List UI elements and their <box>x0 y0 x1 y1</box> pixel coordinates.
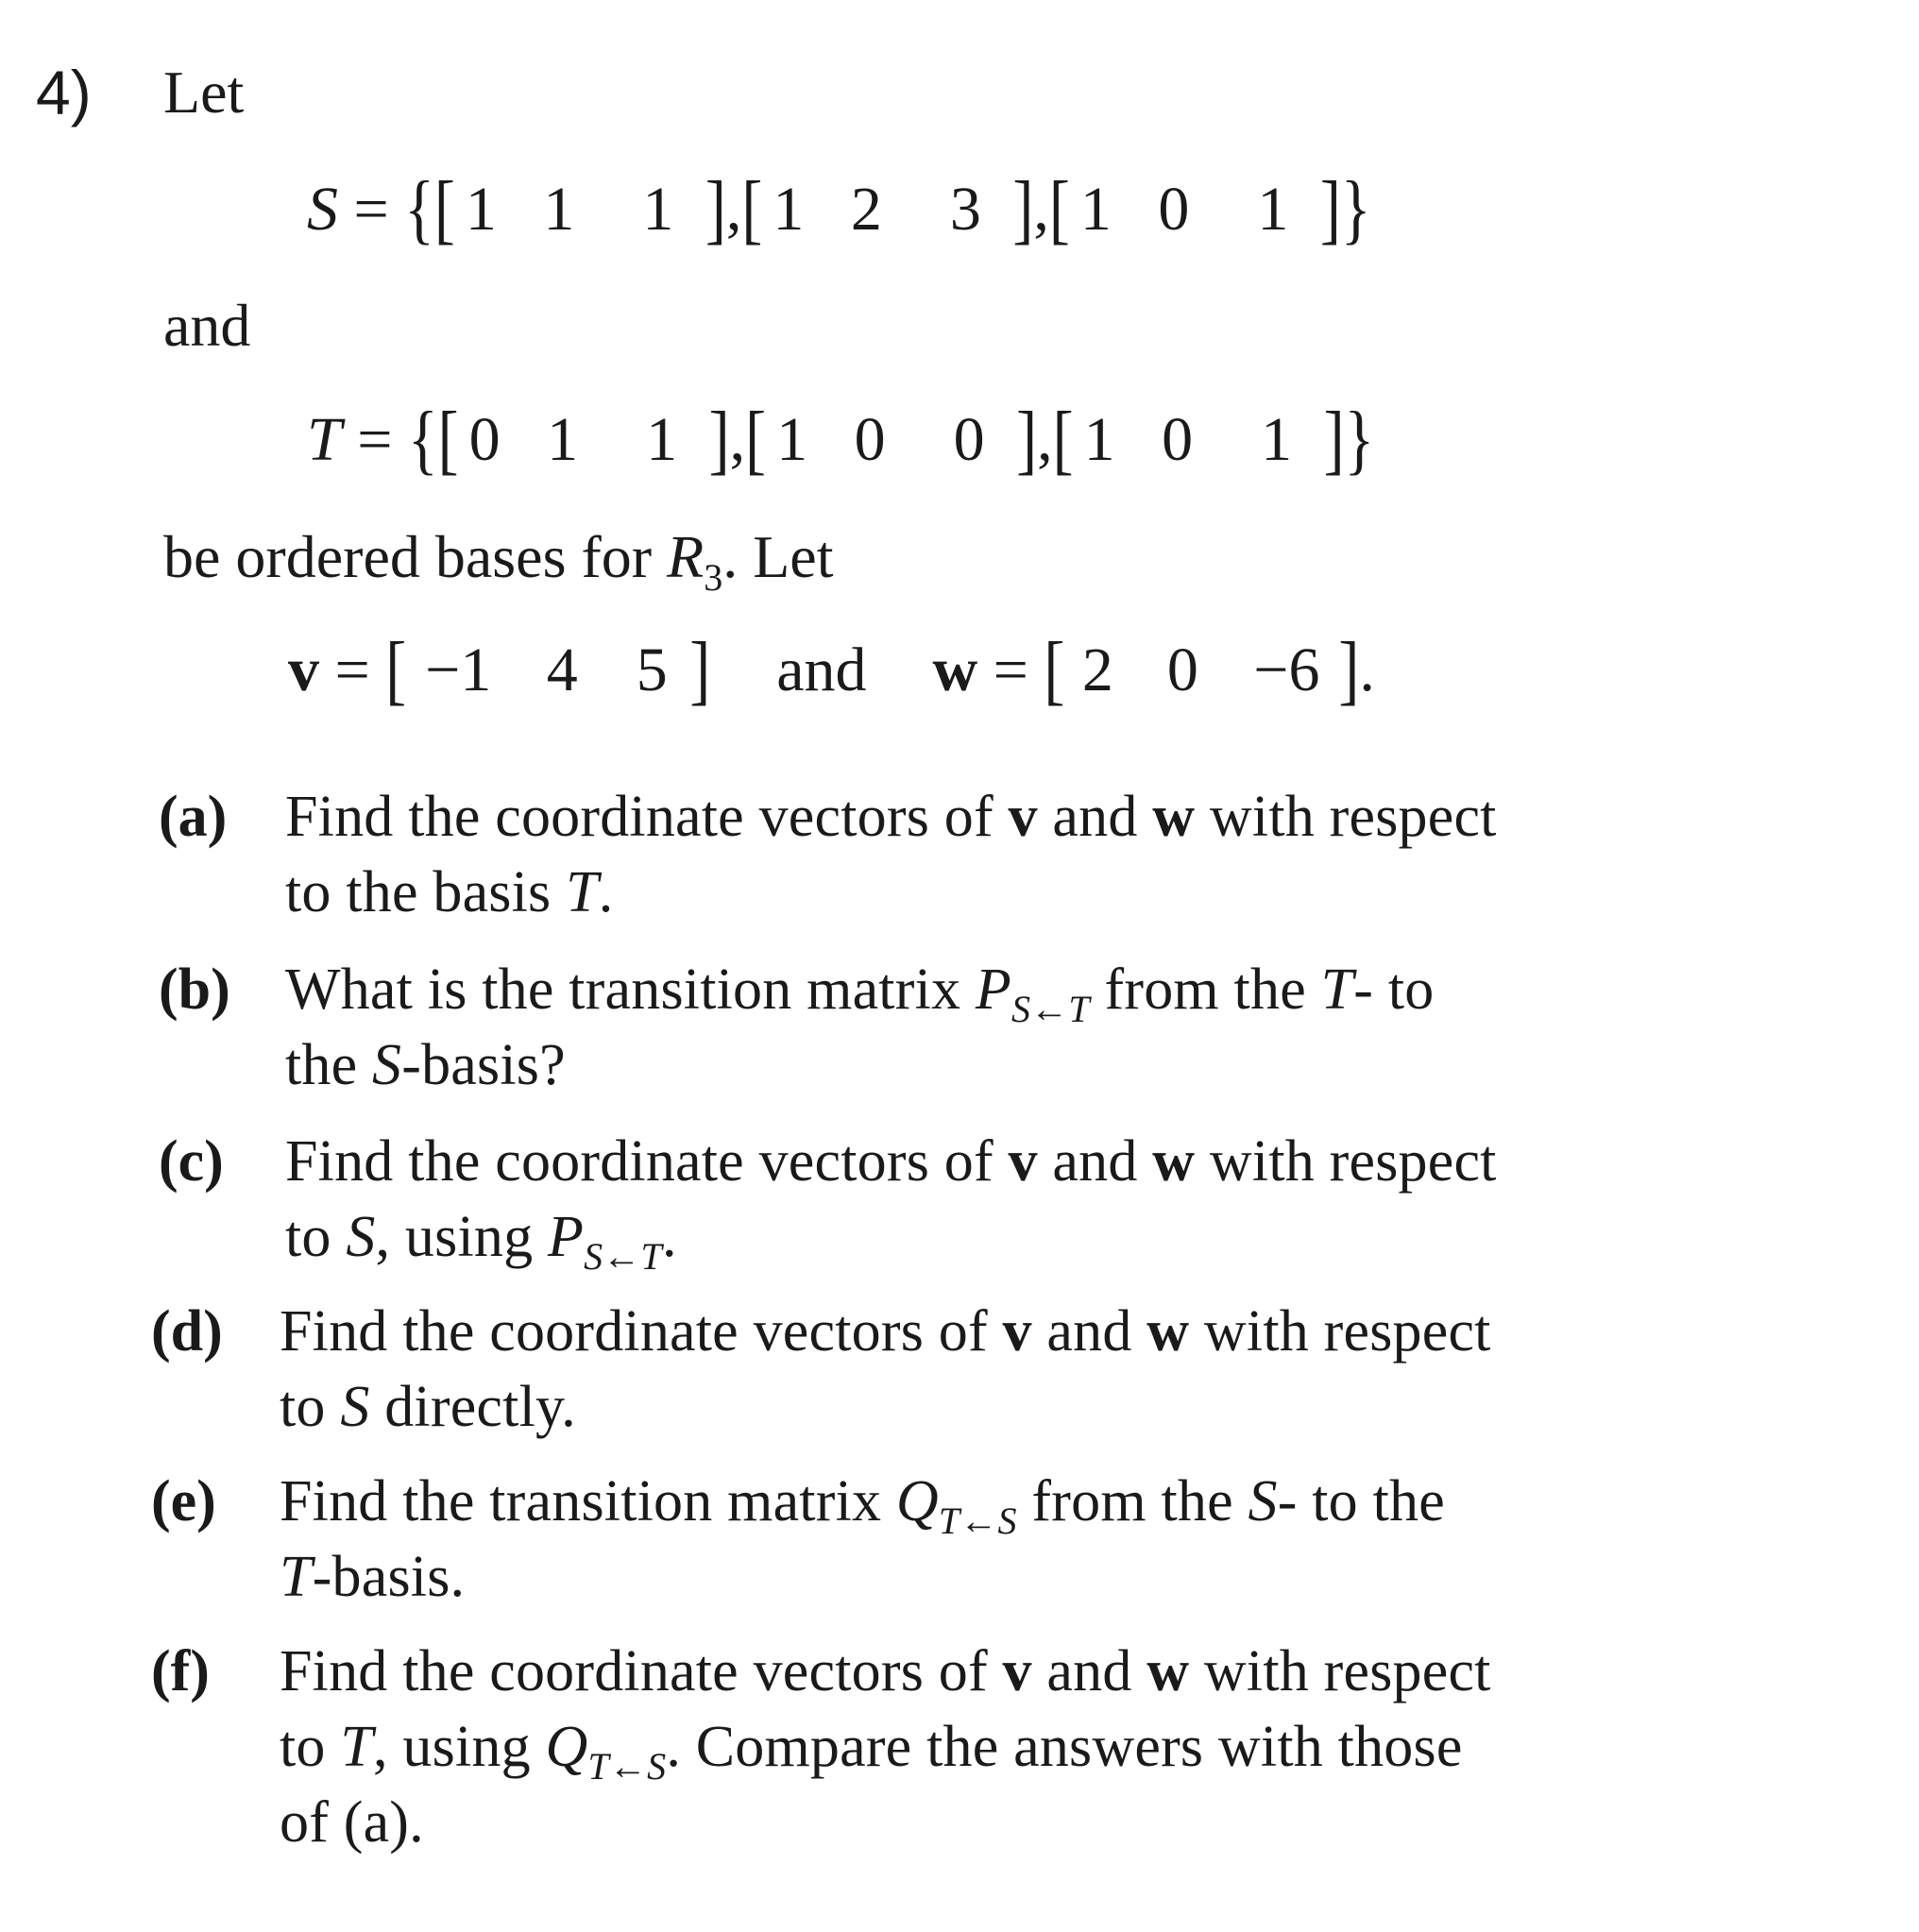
part-d-label: (d) <box>151 1299 223 1364</box>
w-e2: 0 <box>1166 636 1198 704</box>
v-w-definition: v = [ −1 4 5 ] and w = [ 2 0 −6 ]. <box>288 626 1375 713</box>
part-f-label: (f) <box>151 1639 210 1703</box>
set-S-equation: S = {[ 1 1 1 ],[ 1 2 3 ],[ 1 0 1 ]} <box>307 165 1371 252</box>
part-c-label: (c) <box>159 1129 224 1194</box>
T-v1-e3: 1 <box>646 405 678 474</box>
S-v2-e3: 3 <box>949 175 981 244</box>
T-v2-e2: 0 <box>854 405 886 474</box>
set-T-equation: T = {[ 0 1 1 ],[ 1 0 0 ],[ 1 0 1 ]} <box>307 396 1375 483</box>
vw-and: and <box>776 636 867 704</box>
part-a-line1: Find the coordinate vectors of v and w with respect <box>285 785 1497 849</box>
and-word: and <box>163 292 251 359</box>
S-v3-e3: 1 <box>1257 175 1289 244</box>
part-e-label: (e) <box>151 1469 216 1534</box>
v-e1: −1 <box>425 636 492 704</box>
part-c-line2: to S, using $P_{S\leftarrow T}$. <box>285 1205 677 1278</box>
part-f-line2: to T, using $Q_{T\leftarrow S}$. Compare the answers with those <box>280 1715 1463 1788</box>
w-e3: −6 <box>1253 636 1320 704</box>
R-symbol: R <box>667 523 705 590</box>
T-v3-e3: 1 <box>1261 405 1293 474</box>
part-c-line1: Find the coordinate vectors of v and w with respect <box>285 1129 1497 1194</box>
T-v3-e2: 0 <box>1162 405 1194 474</box>
T-v3-e1: 1 <box>1083 405 1115 474</box>
T-v2-e1: 1 <box>776 405 808 474</box>
set-S-label: S <box>307 175 338 244</box>
problem-number: 4) <box>36 58 92 127</box>
part-b-line2: the S-basis? <box>285 1033 566 1097</box>
part-a-line2: to the basis T. <box>285 860 614 924</box>
S-v2-e1: 1 <box>773 175 805 244</box>
part-d-line1: Find the coordinate vectors of v and w with respect <box>280 1299 1491 1364</box>
v-e2: 4 <box>546 636 578 704</box>
part-a-label: (a) <box>159 785 228 849</box>
T-v1-e1: 0 <box>468 405 501 474</box>
S-v3-e1: 1 <box>1079 175 1112 244</box>
T-v2-e3: 0 <box>953 405 985 474</box>
bases-sentence: be ordered bases for $R_3$. Let <box>163 523 834 599</box>
intro-let: Let <box>163 59 245 126</box>
S-v2-e2: 2 <box>850 175 882 244</box>
set-T-label: T <box>307 405 342 474</box>
S-v1-e3: 1 <box>642 175 674 244</box>
part-d-line2: to S directly. <box>280 1375 576 1439</box>
T-v1-e2: 1 <box>547 405 579 474</box>
part-f-line1: Find the coordinate vectors of v and w with respect <box>280 1639 1491 1703</box>
part-f-line3: of (a). <box>280 1790 424 1855</box>
part-e-line2: T-basis. <box>280 1545 466 1609</box>
part-b-label: (b) <box>159 958 230 1022</box>
part-b-line1: What is the transition matrix $P_{S\leftarrow T}$ from the T- to <box>285 958 1435 1030</box>
S-v1-e1: 1 <box>465 175 497 244</box>
v-e3: 5 <box>636 636 668 704</box>
v-label: v <box>288 636 319 704</box>
w-label: w <box>932 636 978 704</box>
w-e1: 2 <box>1081 636 1113 704</box>
part-e-line1: Find the transition matrix $Q_{T\leftarrow S}$ from the S- to the <box>280 1469 1445 1542</box>
S-v3-e2: 0 <box>1158 175 1190 244</box>
S-v1-e2: 1 <box>543 175 575 244</box>
